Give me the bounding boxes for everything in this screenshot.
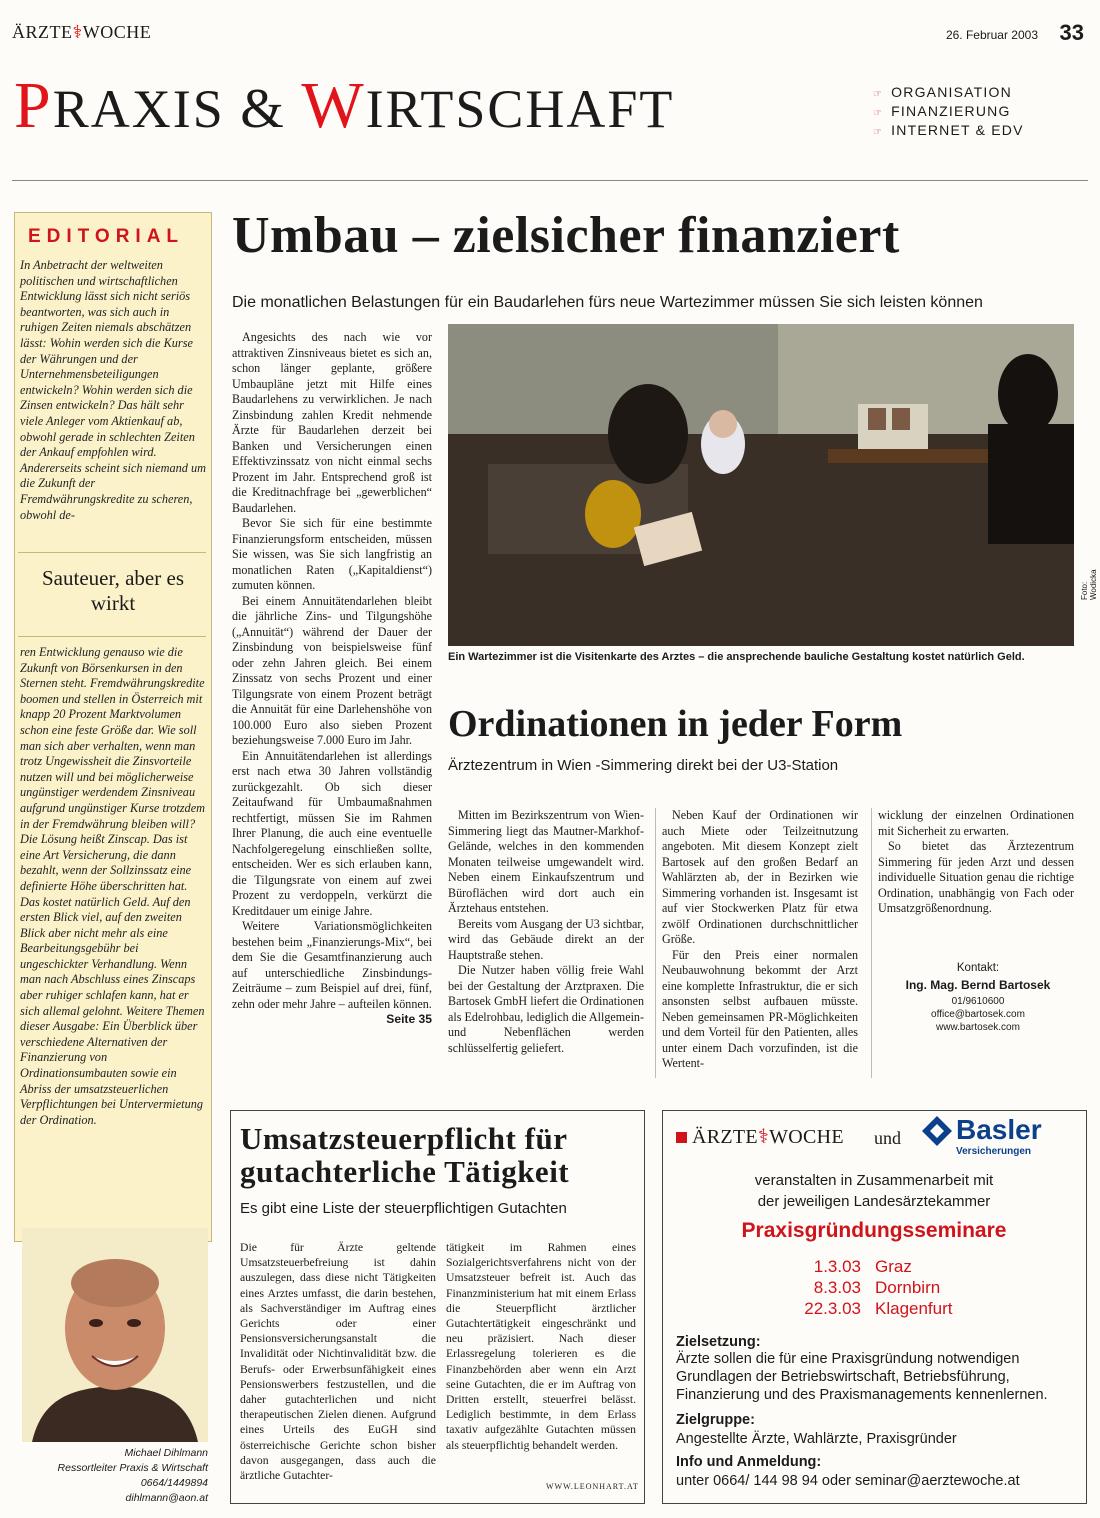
contact-email[interactable]: office@bartosek.com xyxy=(931,1009,1025,1020)
caduceus-icon: ⚕ xyxy=(72,22,83,42)
topic-label: ORGANISATION xyxy=(891,84,1012,100)
author-phone: 0664/1449894 xyxy=(140,1477,208,1489)
author-signature xyxy=(22,1446,208,1506)
page-number: 33 xyxy=(1059,20,1084,45)
ordination-paragraph: wicklung der einzelnen Ordinationen mit Sicherheit zu erwarten. xyxy=(878,808,1074,838)
topic-label: INTERNET & EDV xyxy=(891,122,1024,138)
tax-credit: WWW.LEONHART.AT xyxy=(546,1482,639,1491)
sidebar-divider xyxy=(18,636,206,637)
continuation-jump[interactable]: Seite 35 xyxy=(386,1012,432,1026)
masthead-right: WOCHE xyxy=(82,22,152,42)
seminar-city: Dornbirn xyxy=(875,1278,941,1297)
lead-paragraph: Angesichts des nach wie vor attraktiven Zinsniveaus bietet es sich an, schon länger geplante, größere Umbaupläne jetzt mit Hilfe eines Baudarlehens zu verwirklichen. Je nach Zinsbindung zahlen Kredit nehmende Ärzte für Baudarlehen derzeit bei Banken und Versicherungen einen Effektivzinssatz von nicht einmal sechs Prozent im Jahr. Entsprechend groß ist die Kreditnachfrage bei „gewerblichen“ Baudarlehen. xyxy=(232,330,432,515)
audience-text: Angestellte Ärzte, Wahlärzte, Praxisgründer xyxy=(676,1431,957,1447)
goal-label: Zielsetzung: xyxy=(676,1334,761,1350)
audience-label: Zielgruppe: xyxy=(676,1412,755,1428)
ordination-headline: Ordinationen in jeder Form xyxy=(448,703,903,745)
lead-paragraph xyxy=(232,919,432,1026)
tax-column-2: tätigkeit im Rahmen eines Sozialgerichtsverfahrens nicht von der Umsatzsteuer befreit ist. Auch das Finanzministerium hat mit einem Erlass die Steuerpflicht ärztlicher Gutachtertätigkeit eingeschränkt und neu präzisiert. Nach dieser Erlassregelung tolerieren es die Finanzbehörden aber wenn ein Arzt seine Gutachten, die er im Auftrag von Dritten erstellt, steuerfrei belässt. Lediglich bestimmte, in dem Erlass taxativ aufgezählte Gutachten müssen als steuerpflichtig behandelt werden. xyxy=(446,1241,636,1452)
author-name: Michael Dihlmann xyxy=(124,1447,208,1459)
ordination-paragraph: Neben Kauf der Ordinationen wir auch Miete oder Teilzeitnutzung angeboten. Mit diesem Konzept zielt Bartosek auf den großen Bedarf an Wahlärzten ab, der in Bezirken wie Simmering vorhanden ist. Insgesamt ist auf vier Stockwerken Platz für etwa zwölf Ordinationen durchschnittlicher Größe. xyxy=(662,808,858,946)
ordination-column-3 xyxy=(878,808,1074,917)
section-title-word-2: IRTSCHAFT xyxy=(365,79,675,139)
section-title-word-1: RAXIS xyxy=(52,79,225,139)
ordination-paragraph: Für den Preis einer normalen Neubauwohnung bekommt der Arzt eine komplette Infrastruktur, die er sich ansonsten selbst aufbauen müsste. Neben gemeinsamen PR-Möglichkeiten und dem Vorteil für den Patienten, alles unter einem Dach vorzufinden, ist die Wertent- xyxy=(662,947,858,1070)
ordination-column-2 xyxy=(662,808,858,1072)
photo-credit: Foto: Wodicka xyxy=(1080,569,1098,600)
sidebar-headline: Sauteuer, aber es wirkt xyxy=(41,566,184,615)
lead-paragraph: Ein Annuitätendarlehen ist allerdings erst nach etwa 30 Jahren vollständig zurückgezahlt. Ob sich dieser Zeitaufwand für Umbaumaßnahmen rechtfertigt, müssen Sie im Rahmen Ihrer Planung, die auch eine eventuelle Nachfolgeregelung einschließen sollte, entscheiden. Wer es sich erlauben kann, die Tilgungsrate von einem auf zwei Prozent zu verdoppeln, verkürzt die Kreditdauer um einige Jahre. xyxy=(232,748,432,918)
red-square-icon xyxy=(676,1132,687,1143)
seminar-date-row xyxy=(752,1256,953,1277)
section-topics xyxy=(873,84,1024,141)
basler-name: Basler xyxy=(956,1114,1042,1145)
pointing-hand-icon: ☞ xyxy=(873,108,884,119)
lead-paragraph: Bevor Sie sich für eine bestimmte Finanzierungsform entscheiden, müssen Sie wissen, was Sie sich langfristig an monatlichen Raten („Kapitaldienst“) zumuten können. xyxy=(232,516,432,592)
topic-item xyxy=(873,103,1024,122)
lead-body xyxy=(232,330,432,1028)
tax-deck: Es gibt eine Liste der steuerpflichtigen Gutachten xyxy=(240,1200,567,1217)
contact-web[interactable]: www.bartosek.com xyxy=(936,1022,1020,1033)
ordination-paragraph: Mitten im Bezirkszentrum von Wien-Simmering liegt das Mautner-Markhof-Gelände, welches in den kommenden Monaten teilweise umgewandelt wird. Neben einem Einkaufszentrum und Büroflächen wird dort auch ein Ärztehaus entstehen. xyxy=(448,808,644,915)
aerztewoche-logo xyxy=(676,1124,844,1149)
column-divider xyxy=(871,808,872,1078)
tax-column-1: Die für Ärzte geltende Umsatzsteuerbefreiung ist dahin auszulegen, dass diese nicht Tätigkeiten eines Arztes umfasst, die darin bestehen, als Sachverständiger im Auftrag eines Gerichts oder einer Pensionsversicherungsanstalt die Invalidität oder Nichtinvalidität bzw. die Berufs- oder Erwerbsunfähigkeit eines Pensionswerbers festzustellen, und die daher gutachterlichen und nicht therapeutischen Zielen dienen. Aufgrund eines Urteils des EuGH sind österreichische Gerichte schon bisher davon ausgegangen, dass auch die ärztliche Gutachter- xyxy=(240,1241,436,1483)
contact-box xyxy=(880,962,1076,1034)
lead-paragraph-text: Weitere Variationsmöglichkeiten bestehen beim „Finanzierungs-Mix“, bei dem Sie die Gesamtfinanzierung auch auf unterschiedliche Zinsbindungs-Zeiträume – zum Beispiel auf drei, fünf, zehn oder mehr Jahre – aufteilen können. xyxy=(232,919,432,1011)
ordination-paragraph: Die Nutzer haben völlig freie Wahl bei der Gestaltung der Arztpraxen. Die Bartosek GmbH liefert die Ordinationen als Edelrohbau, lediglich die Allgemein- und Nebenflächen werden schlüsselfertig geliefert. xyxy=(448,963,644,1055)
contact-label: Kontakt: xyxy=(956,962,1000,974)
editorial-text-2: ren Entwicklung genauso wie die Zukunft von Börsenkursen in den Sternen steht. Fremdwährungskredite boomen und stellen in Österreich mit knapp 20 Prozent Marktvolumen schon eine feste Größe dar. Wie soll man sich aber verhalten, wenn man trotz Ungewissheit die Zinsvorteile nutzen will und bei möglicherweise ungünstiger werdendem Zinsniveau aufgrund ungünstiger Kurse trotzdem in der Fremdwährung bleiben will? Die Lösung heißt Zinscap. Das ist eine Art Versicherung, die dann bezahlt, wenn der Sollzinssatz eine definierte Höhe überschritten hat. Das kostet natürlich Geld. Auf den ersten Blick viel, auf den zweiten Blick aber nicht mehr als eine Bearbeitungsgebühr bei ungeschickter Verhandlung. Wenn man nach Abschluss eines Zinscaps aber ruhiger schlafen kann, hat er sich allemal gelohnt. Weitere Themen dieser Ausgabe: Ein Überblick über verschiedene Alternativen der Finanzierung von Ordinationsumbauten sowie ein Abriss der umsatzsteuerlichen Verpflichtungen bei Untervermietung der Ordination. xyxy=(20,645,206,1127)
logo-left: ÄRZTE xyxy=(692,1126,758,1148)
info-label: Info und Anmeldung: xyxy=(676,1454,822,1470)
contact-name: Ing. Mag. Bernd Bartosek xyxy=(905,978,1051,992)
seminar-intro xyxy=(668,1170,1080,1212)
column-divider xyxy=(655,808,656,1078)
seminar-date-row xyxy=(752,1298,953,1319)
ordination-paragraph: So bietet das Ärztezentrum Simmering für jeden Arzt und dessen individuelle Situation genau die richtige Ordination, unabhängig von Fach oder Umsatzgrößenordnung. xyxy=(878,839,1074,915)
issue-date: 26. Februar 2003 xyxy=(945,28,1038,42)
author-email[interactable]: dihlmann@aon.at xyxy=(125,1492,208,1504)
masthead-logo xyxy=(12,22,151,43)
topic-item xyxy=(873,84,1024,103)
section-title xyxy=(14,68,674,144)
waiting-room-photo xyxy=(448,324,1074,646)
seminar-date: 8.3.03 xyxy=(813,1278,861,1297)
topic-item xyxy=(873,122,1024,141)
editorial-label: EDITORIAL xyxy=(28,226,185,247)
seminar-intro-line: der jeweiligen Landesärztekammer xyxy=(757,1193,991,1210)
author-role: Ressortleiter Praxis & Wirtschaft xyxy=(57,1462,208,1474)
editorial-text-1: In Anbetracht der weltweiten politischen und wirtschaftlichen Entwicklung lässt sich nicht seriös beantworten, was sich auch in ruhigen Zeiten niemals abschätzen lässt: Wohin werden sich die Kurse der Währungen und der Unternehmensbeteiligungen entwickeln? Wohin werden sich die Zinsen entwickeln? Das hält sehr viele Anleger vom Aktienkauf ab, obwohl gerade in schlechten Zeiten der Ankauf empfohlen wird. Andererseits scheint sich niemand um die Zukunft der Fremdwährungskredite zu scheren, obwohl de- xyxy=(20,258,207,522)
lead-deck: Die monatlichen Belastungen für ein Baudarlehen fürs neue Wartezimmer müssen Sie sich leisten können xyxy=(232,294,983,311)
basler-subtitle: Versicherungen xyxy=(956,1146,1032,1157)
caduceus-icon: ⚕ xyxy=(757,1126,770,1148)
section-title-initial-1: P xyxy=(14,69,53,142)
tax-headline-line: Umsatzsteuerpflicht für xyxy=(240,1121,568,1156)
seminar-city: Graz xyxy=(875,1257,912,1276)
seminar-city: Klagenfurt xyxy=(875,1299,953,1318)
ordination-paragraph: Bereits vom Ausgang der U3 sichtbar, wird das Gebäude direkt an der Hauptstraße stehen. xyxy=(448,916,644,962)
seminar-dates xyxy=(752,1256,953,1319)
photo-caption: Ein Wartezimmer ist die Visitenkarte des Arztes – die ansprechende bauliche Gestaltung kostet natürlich Geld. xyxy=(448,651,1025,663)
seminar-date: 22.3.03 xyxy=(804,1299,861,1318)
seminar-date: 1.3.03 xyxy=(813,1257,861,1276)
contact-phone: 01/9610600 xyxy=(951,996,1005,1007)
pointing-hand-icon: ☞ xyxy=(873,89,884,100)
ordination-deck: Ärztezentrum in Wien -Simmering direkt bei der U3-Station xyxy=(448,757,839,774)
seminar-title: Praxisgründungsseminare xyxy=(741,1219,1007,1242)
topic-label: FINANZIERUNG xyxy=(891,103,1011,119)
seminar-date-row xyxy=(752,1277,953,1298)
basler-logo-icon xyxy=(920,1114,954,1148)
tax-headline-line: gutachterliche Tätigkeit xyxy=(240,1154,570,1189)
seminar-intro-line: veranstalten in Zusammenarbeit mit xyxy=(754,1172,994,1189)
goal-text: Ärzte sollen die für eine Praxisgründung notwendigen Grundlagen der Betriebswirtschaft, Betriebsführung, Finanzierung und des Praxismanagements kennenlernen. xyxy=(676,1351,1048,1403)
masthead-left: ÄRZTE xyxy=(12,22,73,42)
author-portrait-photo xyxy=(22,1228,208,1442)
section-title-ampersand: & xyxy=(240,78,286,140)
info-text[interactable]: unter 0664/ 144 98 94 oder seminar@aerztewoche.at xyxy=(676,1473,1020,1489)
sidebar-divider xyxy=(18,552,206,553)
header-divider xyxy=(12,180,1088,181)
lead-headline: Umbau – zielsicher finanziert xyxy=(232,207,900,264)
lead-paragraph: Bei einem Annuitätendarlehen bleibt die jährliche Zins- und Tilgungshöhe („Annuität“) während der Dauer der Zinsbindung von beispielsweise fünf oder zehn Jahren gleich. Bei einem Zinssatz von sechs Prozent und einer Tilgungsrate von einem Prozent beträgt die Annuität für eine Darlehenshöhe von 100.000 Euro also sieben Prozent beziehungsweise 7.000 Euro im Jahr. xyxy=(232,593,432,747)
seminar-und: und xyxy=(874,1128,901,1148)
section-title-initial-2: W xyxy=(301,69,366,142)
tax-headline xyxy=(240,1122,569,1188)
ordination-column-1 xyxy=(448,808,644,1056)
pointing-hand-icon: ☞ xyxy=(873,127,884,138)
logo-right: WOCHE xyxy=(769,1126,844,1148)
